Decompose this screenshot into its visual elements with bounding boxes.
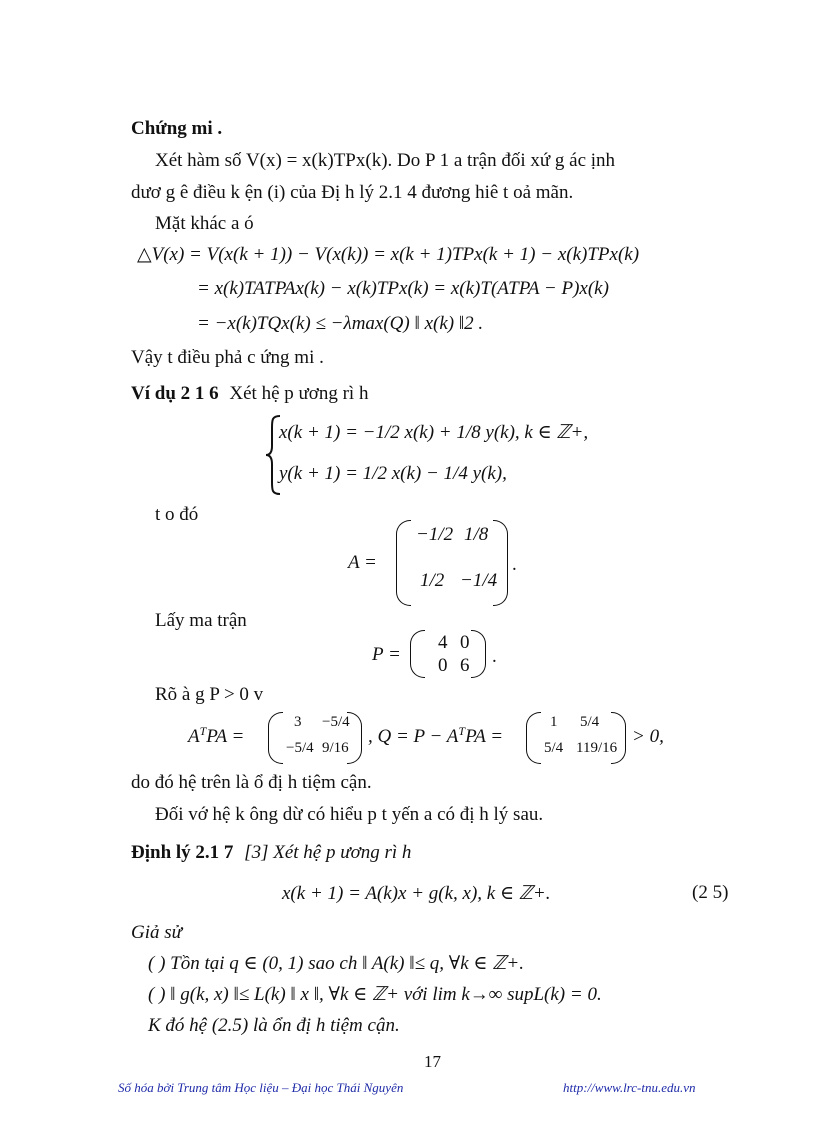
theorem-label: Định lý 2.1 7 (131, 842, 234, 863)
next-theorem-intro: Đối vớ hệ k ông dừ có hiểu p t yến a có đị h lý sau. (155, 804, 544, 825)
matrix-P-cell: 0 (438, 655, 448, 676)
matrix-Q-cell: 1 (550, 714, 558, 730)
matrix-A-cell: 1/8 (464, 524, 489, 545)
example-line (131, 383, 368, 405)
assume-text: Giả sử (131, 922, 183, 943)
equation-number: (2 5) (692, 882, 729, 903)
proof-conclusion: Vậy t điều phả c ứng mi . (131, 347, 324, 368)
proof-line-1: Xét hàm số V(x) = x(k)TPx(k). Do P 1 a trận đối xứ g ác ịnh (155, 150, 616, 171)
proof-equation-1: △V(x) = V(x(k + 1)) − V(x(k)) = x(k + 1)TPx(k + 1) − x(k)TPx(k) (137, 244, 640, 265)
condition-1: ( ) Tồn tại q ∈ (0, 1) sao ch ‖ A(k) ‖≤ q, ∀k ∈ ℤ+. (148, 953, 524, 974)
proof-equation-2: = x(k)TATPAx(k) − x(k)TPx(k) = x(k)T(ATPA − P)x(k) (197, 278, 609, 299)
stability-result: do đó hệ trên là ổ đị h tiệm cận. (131, 772, 372, 793)
matrix-Q-cell: 5/4 (580, 714, 600, 730)
proof-heading: Chứng mi . (131, 118, 223, 139)
matrix-ATPA-cell: 3 (294, 714, 302, 730)
condition-2: ( ) ‖ g(k, x) ‖≤ L(k) ‖ x ‖, ∀k ∈ ℤ+ với lim k→∞ supL(k) = 0. (148, 984, 602, 1005)
theorem-equation: x(k + 1) = A(k)x + g(k, x), k ∈ ℤ+. (282, 883, 551, 904)
matrix-Q-cell: 119/16 (576, 740, 618, 756)
clear-text: Rõ à g P > 0 v (155, 684, 264, 705)
matrix-P-cell: 6 (460, 655, 470, 676)
proof-equation-3: = −x(k)TQx(k) ≤ −λmax(Q) ‖ x(k) ‖2 . (197, 313, 484, 334)
matrix-A-cell: −1/2 (416, 524, 454, 545)
matrix-ATPA-cell: −5/4 (286, 740, 314, 756)
matrix-ATPA (268, 712, 362, 764)
theorem-line (131, 842, 411, 864)
footer-url[interactable]: http://www.lrc-tnu.edu.vn (563, 1080, 696, 1095)
system-equation-1: x(k + 1) = −1/2 x(k) + 1/8 y(k), k ∈ ℤ+, (279, 422, 589, 443)
matrix-ATPA-Q-line: $A^TPA$ = 3 −5/4 −5/4 9/16 , $Q = P - A^TPA$ = 1 5/4 5/4 119/16 > 0, (188, 712, 688, 764)
example-label: Ví dụ 2 1 6 (131, 383, 219, 404)
matrix-A (396, 520, 508, 606)
where-text: t o đó (155, 504, 199, 525)
theorem-intro: [3] Xét hệ p ương rì h (244, 842, 412, 863)
page-number: 17 (424, 1052, 441, 1071)
footer-source: Số hóa bởi Trung tâm Học liệu – Đại học Thái Nguyên (118, 1080, 404, 1095)
matrix-P-cell: 4 (438, 632, 448, 653)
example-intro: Xét hệ p ương rì h (229, 383, 369, 404)
proof-line-2: dươ g ê điều k ện (i) của Đị h lý 2.1 4 đương hiê t oả mãn. (131, 182, 574, 203)
theorem-conclusion: K đó hệ (2.5) là ổn đị h tiệm cận. (148, 1015, 400, 1036)
matrix-ATPA-cell: −5/4 (322, 714, 350, 730)
system-equation-2: y(k + 1) = 1/2 x(k) − 1/4 y(k), (279, 463, 507, 484)
matrix-P-cell: 0 (460, 632, 470, 653)
matrix-P (410, 630, 486, 678)
matrix-A-cell: −1/4 (460, 570, 498, 591)
matrix-ATPA-cell: 9/16 (322, 740, 349, 756)
proof-line-3: Mặt khác a ó (155, 213, 254, 234)
take-matrix-text: Lấy ma trận (155, 610, 247, 631)
matrix-A-cell: 1/2 (420, 570, 445, 591)
matrix-Q (526, 712, 626, 764)
matrix-Q-cell: 5/4 (544, 740, 564, 756)
